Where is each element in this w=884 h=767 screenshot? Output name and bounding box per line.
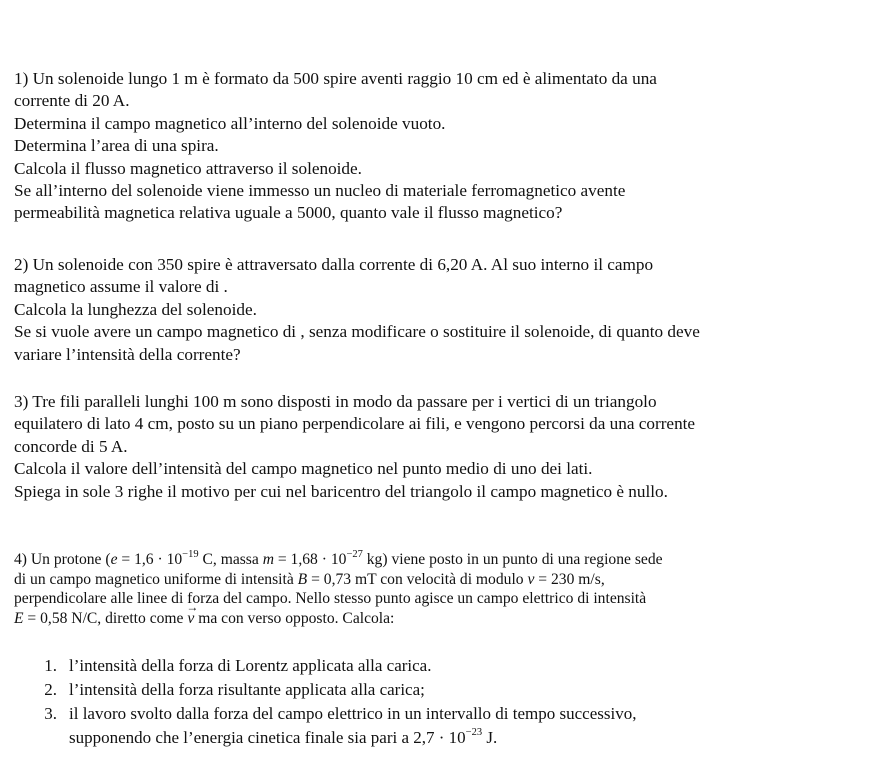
vector-v: → v — [187, 609, 194, 629]
problem-1-line: Determina l’area di una spira. — [14, 136, 219, 156]
problem-4-line — [14, 550, 876, 570]
problem-1-line: Calcola il flusso magnetico attraverso il solenoide. — [14, 158, 362, 178]
problem-1 — [14, 68, 876, 225]
problem-4-line — [14, 609, 876, 629]
symbol-v: v — [527, 570, 535, 588]
problem-4 — [14, 550, 876, 628]
problem-1-line: permeabilità magnetica relativa uguale a 5000, quanto vale il flusso magnetico? — [14, 203, 563, 223]
list-number: 2. — [44, 680, 57, 699]
text: = 0,73 mT con velocità di modulo — [307, 570, 528, 588]
text: di un campo magnetico uniforme di intensità — [14, 570, 298, 588]
problem-3-line: equilatero di lato 4 cm, posto su un piano perpendicolare ai fili, e vengono percorsi da una corrente — [14, 414, 696, 434]
problem-2-line: Se si vuole avere un campo magnetico di , senza modificare o sostituire il solenoide, di quanto deve — [14, 322, 700, 342]
problem-2-line: magnetico assume il valore di . — [14, 277, 228, 297]
problem-4-line: perpendicolare alle linee di forza del campo. Nello stesso punto agisce un campo elettrico di intensità — [14, 590, 647, 608]
text: = 1,68 · 10 — [273, 551, 347, 568]
list-number: 1. — [44, 656, 57, 675]
problem-2 — [14, 254, 876, 366]
problem-3-line: concorde di 5 A. — [14, 436, 128, 456]
list-number: 3. — [44, 704, 57, 723]
text: 4) Un protone ( — [14, 551, 111, 568]
symbol-E: E — [14, 609, 24, 627]
exponent: −23 — [465, 727, 483, 739]
list-text — [69, 726, 497, 750]
problem-2-line: Calcola la lunghezza del solenoide. — [14, 299, 257, 319]
problem-2-line: 2) Un solenoide con 350 spire è attraversato dalla corrente di 6,20 A. Al suo interno il campo — [14, 255, 654, 274]
problem-3-line: 3) Tre fili paralleli lunghi 100 m sono disposti in modo da passare per i vertici di un triangolo — [14, 392, 657, 411]
text: = 1,6 · 10 — [117, 551, 183, 568]
text: ma con verso opposto. Calcola: — [194, 609, 395, 627]
problem-1-line: 1) Un solenoide lungo 1 m è formato da 500 spire aventi raggio 10 cm ed è alimentato da una — [14, 69, 657, 88]
list-text: l’intensità della forza di Lorentz applicata alla carica. — [69, 656, 432, 675]
exponent: −27 — [346, 548, 363, 560]
problem-2-line: variare l’intensità della corrente? — [14, 344, 241, 364]
problem-1-line: Se all’interno del solenoide viene immesso un nucleo di materiale ferromagnetico avente — [14, 181, 626, 201]
problem-1-line: Determina il campo magnetico all’interno del solenoide vuoto. — [14, 113, 446, 133]
list-number-spacer — [14, 726, 69, 750]
problem-3 — [14, 391, 876, 503]
symbol-B: B — [297, 570, 308, 588]
text: J. — [482, 728, 498, 747]
text: C, massa — [198, 551, 263, 568]
symbol-m: m — [262, 551, 274, 568]
exponent: −19 — [182, 548, 199, 560]
symbol-e: e — [110, 551, 118, 568]
text: = 230 m/s, — [534, 570, 605, 588]
problem-3-line: Spiega in sole 3 righe il motivo per cui nel baricentro del triangolo il campo magnetico è nullo. — [14, 481, 668, 501]
problem-3-line: Calcola il valore dell’intensità del campo magnetico nel punto medio di uno dei lati. — [14, 459, 593, 479]
text: = 0,58 N/C, diretto come — [23, 609, 188, 627]
text: kg) viene posto in un punto di una regione sede — [362, 551, 663, 568]
question-list — [14, 654, 876, 750]
problem-4-line — [14, 570, 876, 590]
list-item-continuation — [14, 726, 876, 750]
list-item — [14, 702, 876, 726]
problem-1-line: corrente di 20 A. — [14, 91, 130, 111]
list-item — [14, 654, 876, 678]
list-item — [14, 678, 876, 702]
list-text: l’intensità della forza risultante applicata alla carica; — [69, 680, 425, 699]
list-text: il lavoro svolto dalla forza del campo elettrico in un intervallo di tempo successivo, — [69, 704, 637, 723]
text: supponendo che l’energia cinetica finale sia pari a 2,7 · 10 — [69, 728, 466, 747]
